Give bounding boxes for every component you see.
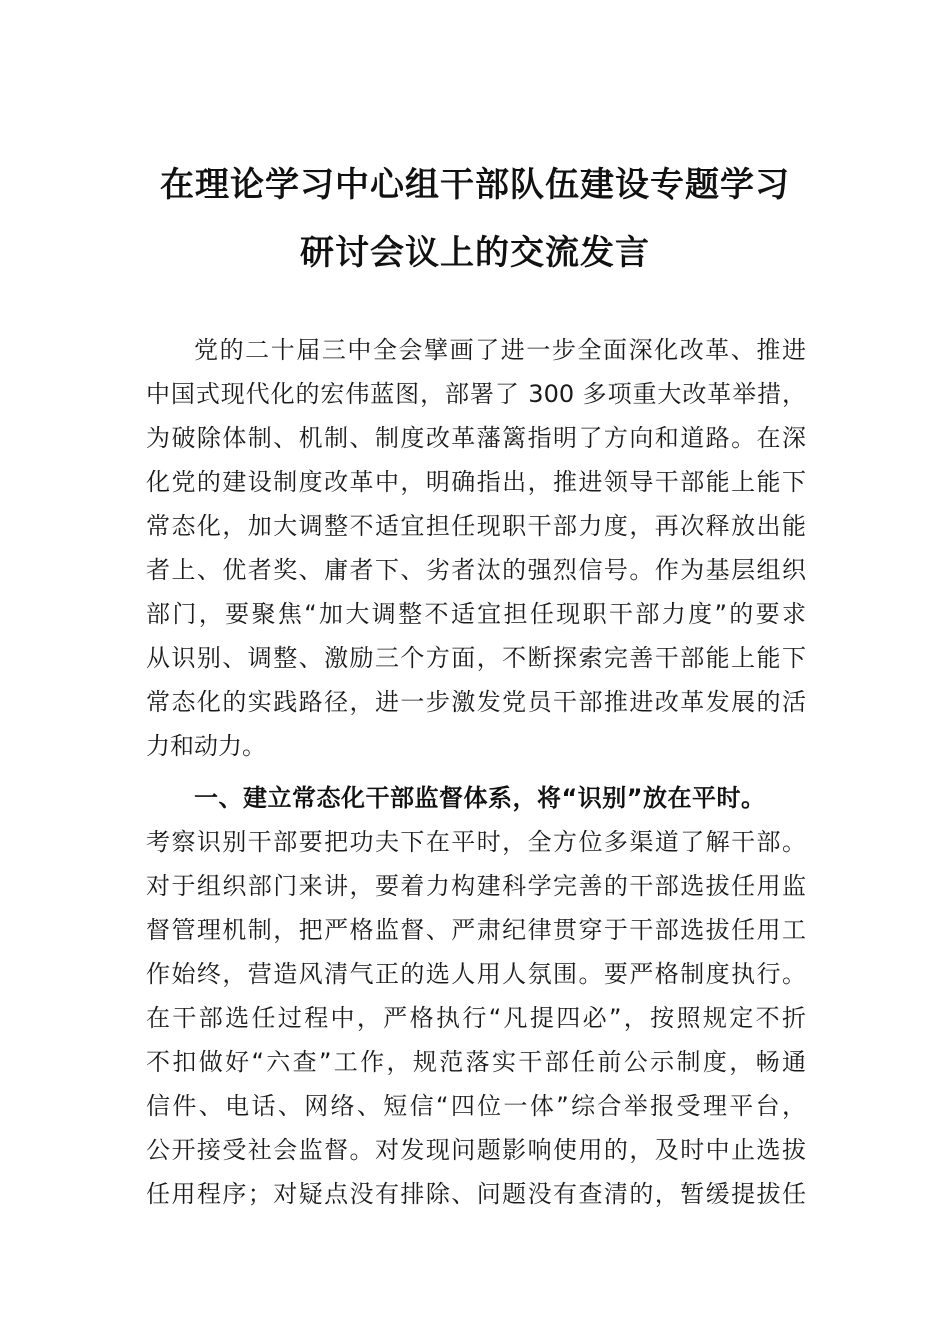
paragraph-1-line: 力和动力。 [146,732,266,760]
document-title-line-2: 研讨会议上的交流发言 [300,233,650,273]
section-1-line: 作始终，营造风清气正的选人用人氛围。要严格制度执行。 [146,960,806,988]
document-title-line-1: 在理论学习中心组干部队伍建设专题学习 [160,165,790,205]
paragraph-1-line: 为破除体制、机制、制度改革藩篱指明了方向和道路。在深 [146,424,806,452]
section-1-line: 公开接受社会监督。对发现问题影响使用的，及时中止选拔 [146,1136,806,1164]
paragraph-1-line: 常态化，加大调整不适宜担任现职干部力度，再次释放出能 [146,512,806,540]
section-1-line: 不扣做好“六查”工作，规范落实干部任前公示制度，畅通 [146,1048,806,1076]
section-1-line: 任用程序；对疑点没有排除、问题没有查清的，暂缓提拔任 [146,1180,806,1208]
section-1-heading: 一、建立常态化干部监督体系，将“识别”放在平时。 [194,784,766,812]
section-1-line: 考察识别干部要把功夫下在平时，全方位多渠道了解干部。 [146,828,806,856]
paragraph-1-line: 中国式现代化的宏伟蓝图，部署了 300 多项重大改革举措， [146,380,806,408]
paragraph-1-line: 者上、优者奖、庸者下、劣者汰的强烈信号。作为基层组织 [146,556,806,584]
paragraph-1-line: 常态化的实践路径，进一步激发党员干部推进改革发展的活 [146,688,806,716]
section-1-line: 在干部选任过程中，严格执行“凡提四必”，按照规定不折 [146,1004,806,1032]
paragraph-1-line: 党的二十届三中全会擘画了进一步全面深化改革、推进 [194,336,806,364]
paragraph-1-line: 从识别、调整、激励三个方面，不断探索完善干部能上能下 [146,644,806,672]
section-1-line: 对于组织部门来讲，要着力构建科学完善的干部选拔任用监 [146,872,806,900]
paragraph-1-line: 化党的建设制度改革中，明确指出，推进领导干部能上能下 [146,468,806,496]
section-1-line: 信件、电话、网络、短信“四位一体”综合举报受理平台， [146,1092,806,1120]
paragraph-1-line: 部门，要聚焦“加大调整不适宜担任现职干部力度”的要求 [146,600,806,628]
section-1-line: 督管理机制，把严格监督、严肃纪律贯穿于干部选拔任用工 [146,916,806,944]
